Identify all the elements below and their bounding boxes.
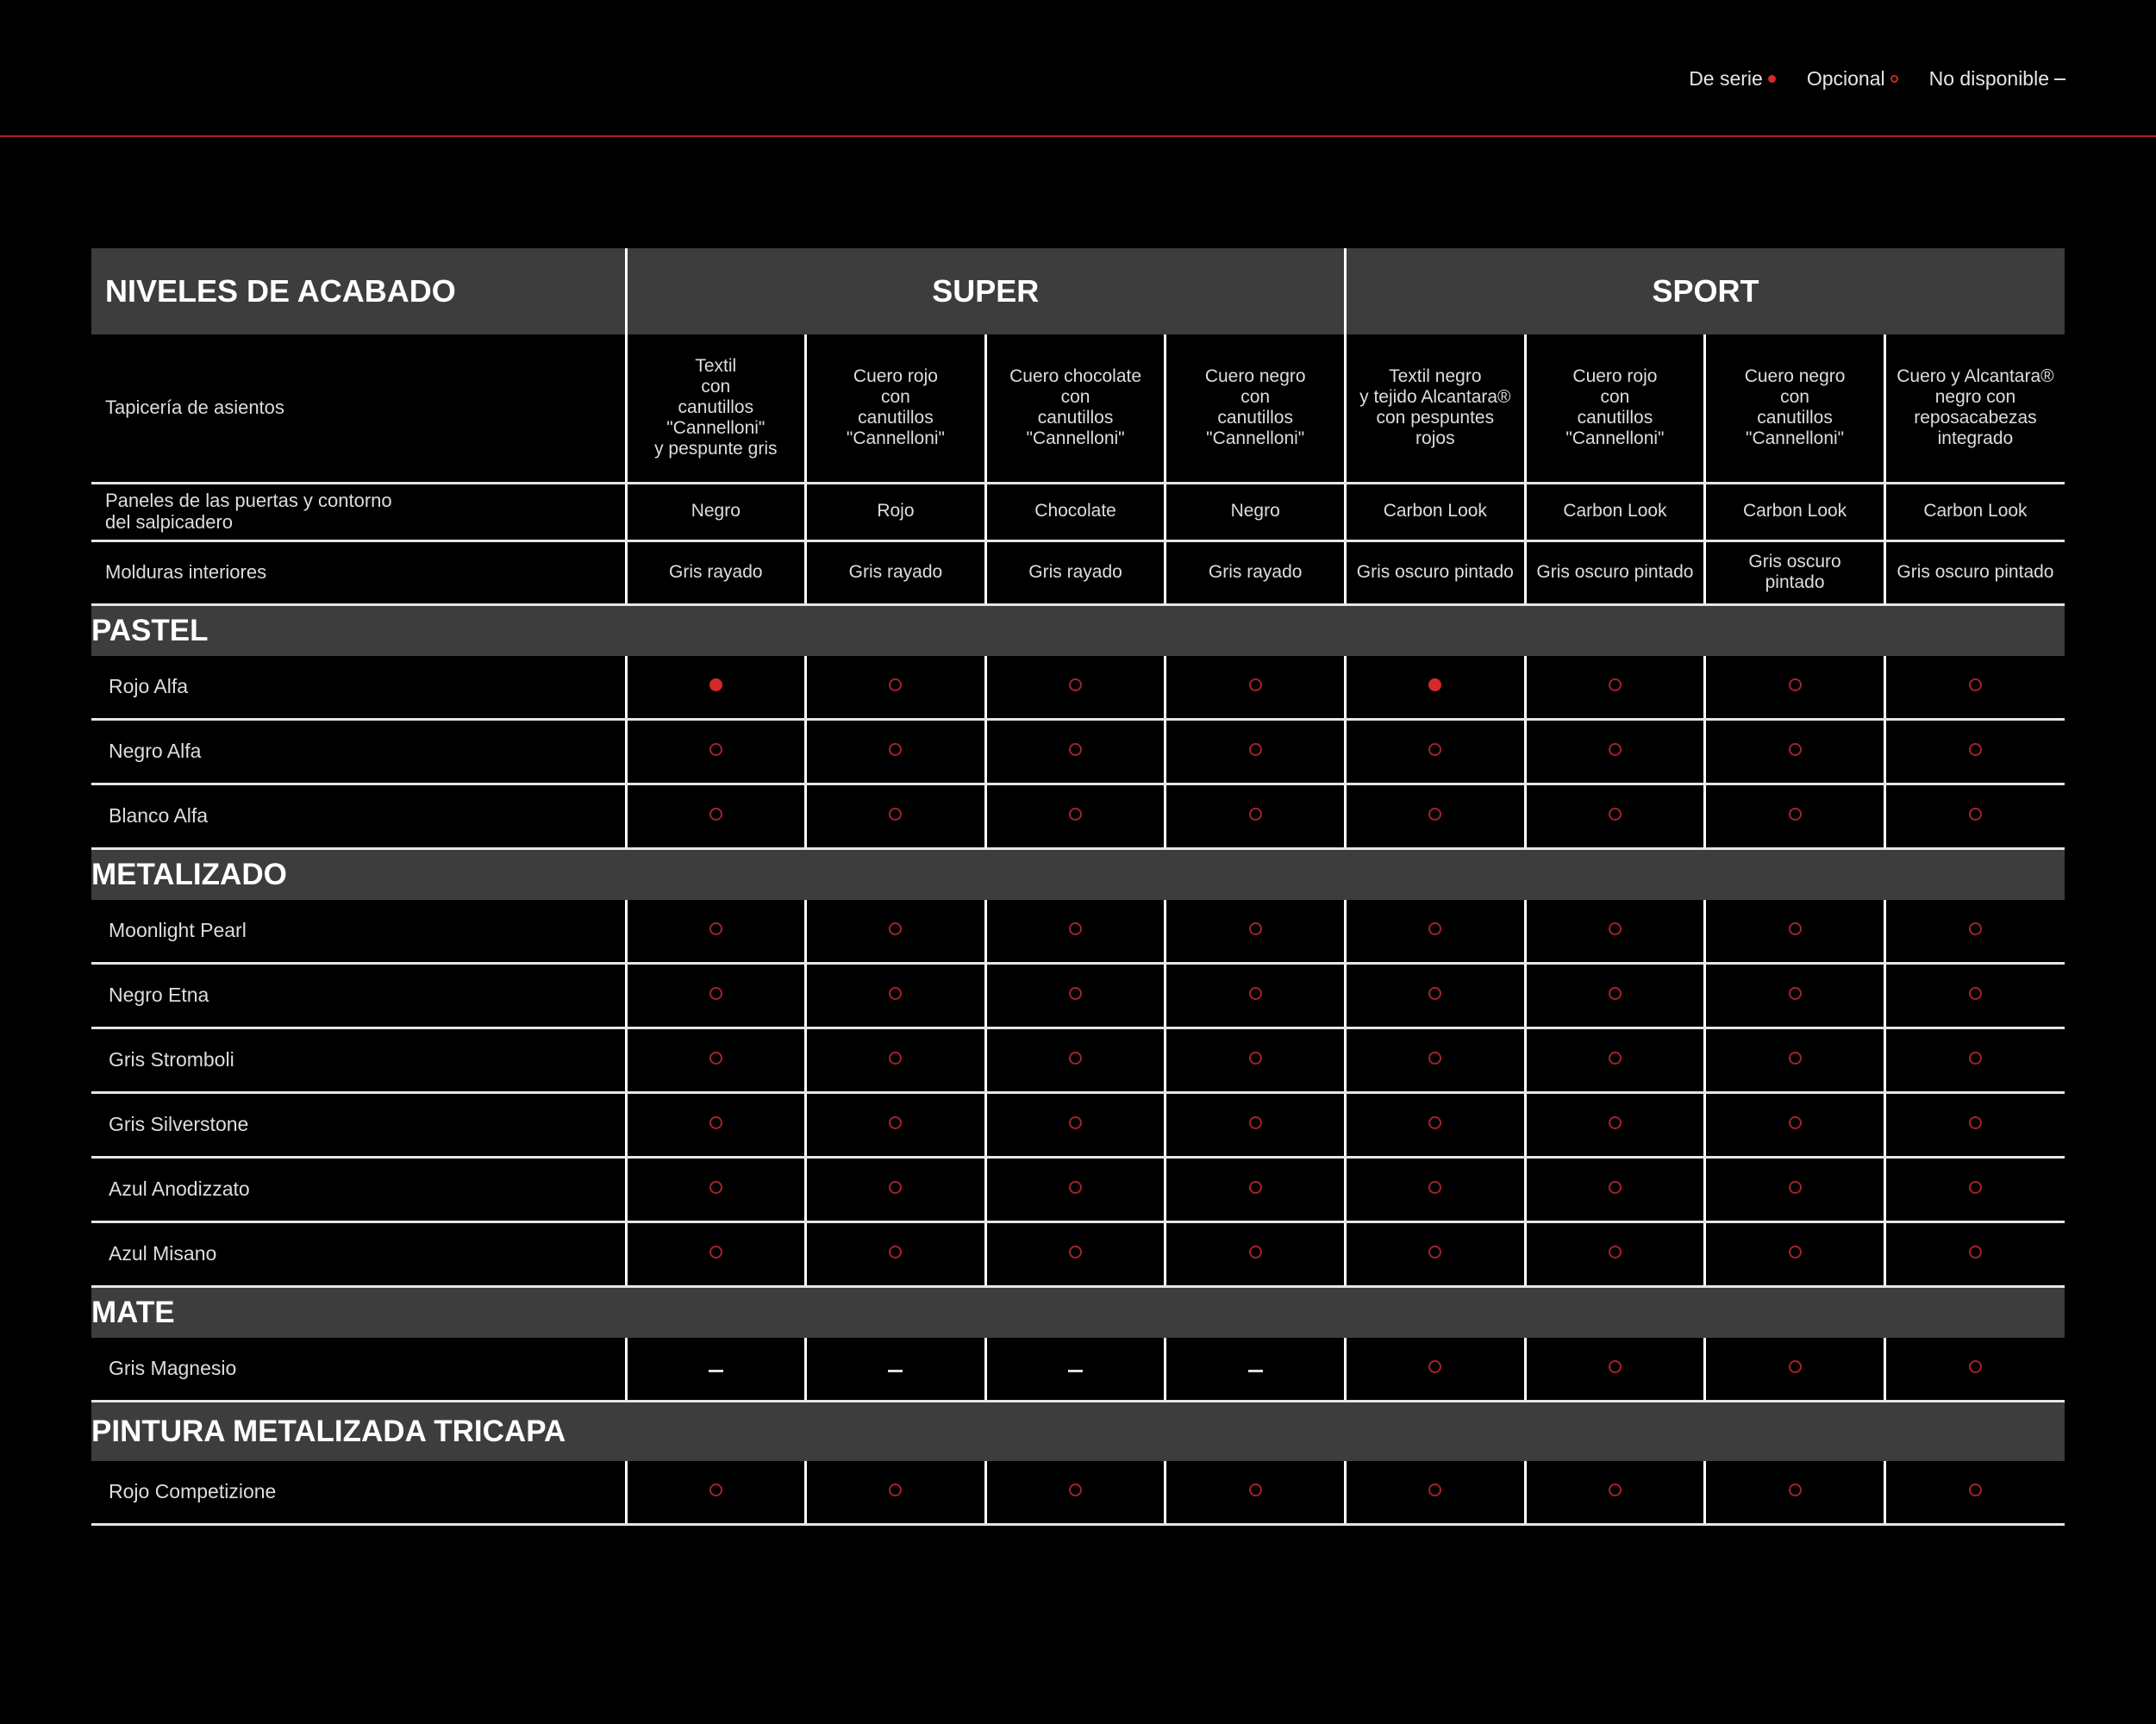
section-title: MATE	[91, 1286, 2065, 1338]
availability-cell	[985, 1028, 1165, 1092]
optional-circle-icon	[1249, 1246, 1262, 1259]
optional-circle-icon	[709, 922, 722, 935]
availability-cell	[626, 784, 806, 848]
optional-circle-icon	[1789, 808, 1802, 821]
availability-cell	[1884, 1157, 2065, 1221]
optional-circle-icon	[1789, 1181, 1802, 1194]
optional-circle-icon	[889, 987, 902, 1000]
optional-circle-icon	[1069, 808, 1082, 821]
availability-cell	[1525, 1092, 1705, 1157]
optional-circle-icon	[1969, 743, 1982, 756]
color-row	[91, 900, 2065, 964]
availability-cell	[1165, 1338, 1346, 1402]
section-header	[91, 1286, 2065, 1338]
trim-group-sport: SPORT	[1346, 248, 2065, 334]
optional-circle-icon	[1428, 1360, 1441, 1373]
optional-circle-icon	[889, 743, 902, 756]
spec-row-label: Paneles de las puertas y contorno del salpicadero	[91, 483, 626, 540]
availability-cell	[806, 1338, 986, 1402]
optional-circle-icon	[1249, 678, 1262, 691]
availability-cell	[626, 1092, 806, 1157]
section-header	[91, 848, 2065, 900]
optional-circle-icon	[1428, 1484, 1441, 1496]
availability-cell	[1525, 1461, 1705, 1525]
spec-cell: Carbon Look	[1346, 483, 1526, 540]
optional-circle-icon	[1609, 1484, 1622, 1496]
optional-circle-icon	[1969, 922, 1982, 935]
standard-dot-icon	[1768, 75, 1776, 83]
spec-cell: Cuero negro con canutillos "Cannelloni"	[1165, 334, 1346, 483]
legend-unavailable-label: No disponible	[1928, 67, 2049, 90]
optional-circle-icon	[1789, 1484, 1802, 1496]
legend-optional-label: Opcional	[1806, 67, 1885, 90]
optional-circle-icon	[1069, 1116, 1082, 1129]
trim-color-table	[91, 248, 2065, 1526]
section-header	[91, 1401, 2065, 1461]
spec-cell: Cuero y Alcantara® negro con reposacabezas integrado	[1884, 334, 2065, 483]
spec-row	[91, 540, 2065, 604]
availability-cell	[1705, 900, 1885, 964]
color-row	[91, 1157, 2065, 1221]
availability-cell	[985, 1092, 1165, 1157]
availability-cell	[626, 656, 806, 720]
color-name: Gris Stromboli	[91, 1028, 626, 1092]
optional-circle-icon	[1428, 987, 1441, 1000]
spec-cell: Cuero chocolate con canutillos "Cannelloni"	[985, 334, 1165, 483]
availability-cell	[806, 900, 986, 964]
availability-cell	[1165, 784, 1346, 848]
optional-circle-icon	[1249, 1116, 1262, 1129]
availability-cell	[1705, 1221, 1885, 1286]
availability-cell	[1525, 719, 1705, 784]
spec-cell: Carbon Look	[1884, 483, 2065, 540]
availability-cell	[1705, 656, 1885, 720]
color-name: Negro Etna	[91, 963, 626, 1028]
availability-cell	[1884, 1221, 2065, 1286]
availability-cell	[626, 1221, 806, 1286]
availability-cell	[1346, 719, 1526, 784]
standard-dot-icon	[1428, 678, 1441, 691]
spec-cell: Gris oscuro pintado	[1346, 540, 1526, 604]
availability-cell	[806, 784, 986, 848]
availability-cell	[806, 1157, 986, 1221]
availability-cell	[1165, 900, 1346, 964]
availability-cell	[1705, 1461, 1885, 1525]
availability-cell	[1346, 1221, 1526, 1286]
spec-row	[91, 483, 2065, 540]
header-divider	[0, 135, 2156, 137]
spec-cell: Cuero rojo con canutillos "Cannelloni"	[1525, 334, 1705, 483]
optional-circle-icon	[1428, 1052, 1441, 1065]
section-header	[91, 604, 2065, 656]
optional-circle-icon	[889, 1484, 902, 1496]
optional-circle-icon	[1789, 1116, 1802, 1129]
optional-circle-icon	[1249, 987, 1262, 1000]
availability-cell	[1165, 719, 1346, 784]
availability-cell	[626, 900, 806, 964]
availability-cell	[1525, 1157, 1705, 1221]
spec-cell: Carbon Look	[1705, 483, 1885, 540]
spec-cell: Textil con canutillos "Cannelloni" y pespunte gris	[626, 334, 806, 483]
spec-row-label: Molduras interiores	[91, 540, 626, 604]
availability-cell	[1165, 1092, 1346, 1157]
color-name: Azul Misano	[91, 1221, 626, 1286]
optional-circle-icon	[889, 922, 902, 935]
spec-cell: Gris oscuro pintado	[1884, 540, 2065, 604]
availability-cell	[1884, 719, 2065, 784]
availability-cell	[806, 963, 986, 1028]
color-row	[91, 1461, 2065, 1525]
availability-cell	[985, 719, 1165, 784]
section-title: PINTURA METALIZADA TRICAPA	[91, 1401, 2065, 1461]
optional-circle-icon	[1609, 678, 1622, 691]
availability-cell	[806, 1028, 986, 1092]
spec-cell: Carbon Look	[1525, 483, 1705, 540]
availability-cell	[1165, 1157, 1346, 1221]
availability-cell	[1705, 1028, 1885, 1092]
section-title: METALIZADO	[91, 848, 2065, 900]
availability-cell	[1705, 1157, 1885, 1221]
availability-cell	[626, 1028, 806, 1092]
spec-cell: Negro	[626, 483, 806, 540]
optional-circle-icon	[1069, 1484, 1082, 1496]
optional-circle-icon	[1789, 1360, 1802, 1373]
availability-cell	[1705, 963, 1885, 1028]
optional-circle-icon	[1428, 743, 1441, 756]
availability-cell	[985, 656, 1165, 720]
availability-cell	[1884, 656, 2065, 720]
optional-circle-icon	[1609, 1052, 1622, 1065]
optional-circle-icon	[1069, 987, 1082, 1000]
availability-cell	[985, 1338, 1165, 1402]
optional-circle-icon	[1969, 1246, 1982, 1259]
optional-circle-icon	[709, 1246, 722, 1259]
optional-circle-icon	[709, 1484, 722, 1496]
optional-circle-icon	[1609, 987, 1622, 1000]
spec-cell: Chocolate	[985, 483, 1165, 540]
availability-cell	[806, 719, 986, 784]
availability-cell	[1165, 1028, 1346, 1092]
spec-cell: Gris rayado	[1165, 540, 1346, 604]
optional-circle-icon	[1249, 808, 1262, 821]
optional-circle-icon	[1069, 1246, 1082, 1259]
optional-circle-icon	[1609, 1116, 1622, 1129]
optional-circle-icon	[889, 1052, 902, 1065]
optional-circle-icon	[1428, 808, 1441, 821]
color-row	[91, 963, 2065, 1028]
optional-circle-icon	[889, 678, 902, 691]
availability-cell	[626, 963, 806, 1028]
spec-cell: Cuero rojo con canutillos "Cannelloni"	[806, 334, 986, 483]
availability-cell	[1346, 1338, 1526, 1402]
legend-standard-label: De serie	[1689, 67, 1763, 90]
availability-cell	[1884, 900, 2065, 964]
availability-cell	[1884, 1338, 2065, 1402]
optional-circle-icon	[1609, 922, 1622, 935]
availability-cell	[1165, 656, 1346, 720]
spec-row	[91, 334, 2065, 483]
availability-cell	[985, 784, 1165, 848]
standard-dot-icon	[709, 678, 722, 691]
availability-cell	[1884, 1461, 2065, 1525]
availability-cell	[1884, 1028, 2065, 1092]
color-name: Gris Magnesio	[91, 1338, 626, 1402]
optional-circle-icon	[709, 1116, 722, 1129]
optional-circle-icon	[1609, 743, 1622, 756]
optional-circle-icon	[709, 1181, 722, 1194]
availability-cell	[1346, 900, 1526, 964]
optional-circle-icon	[1789, 922, 1802, 935]
spec-cell: Gris rayado	[626, 540, 806, 604]
availability-cell	[806, 1461, 986, 1525]
availability-cell	[1346, 1461, 1526, 1525]
availability-cell	[1346, 963, 1526, 1028]
color-row	[91, 784, 2065, 848]
spec-cell: Gris oscuro pintado	[1705, 540, 1885, 604]
availability-cell	[1165, 1221, 1346, 1286]
optional-circle-icon	[709, 1052, 722, 1065]
spec-cell: Gris rayado	[806, 540, 986, 604]
availability-cell	[1525, 1338, 1705, 1402]
availability-cell	[1884, 784, 2065, 848]
table-header-row	[91, 248, 2065, 334]
availability-cell	[1346, 1028, 1526, 1092]
unavailable-dash-icon	[2054, 78, 2065, 80]
availability-cell	[1884, 963, 2065, 1028]
legend-optional	[1807, 67, 1898, 91]
availability-cell	[1705, 784, 1885, 848]
spec-cell: Rojo	[806, 483, 986, 540]
optional-circle-icon	[889, 1246, 902, 1259]
optional-circle-icon	[1428, 922, 1441, 935]
spec-cell: Cuero negro con canutillos "Cannelloni"	[1705, 334, 1885, 483]
spec-cell: Negro	[1165, 483, 1346, 540]
availability-cell	[1525, 963, 1705, 1028]
spec-cell: Gris oscuro pintado	[1525, 540, 1705, 604]
optional-circle-icon	[1969, 987, 1982, 1000]
availability-cell	[1705, 1092, 1885, 1157]
availability-cell	[806, 1221, 986, 1286]
availability-cell	[1705, 1338, 1885, 1402]
availability-cell	[626, 719, 806, 784]
optional-circle-icon	[1249, 1052, 1262, 1065]
optional-circle-icon	[1789, 743, 1802, 756]
availability-cell	[985, 1461, 1165, 1525]
trim-group-super: SUPER	[626, 248, 1346, 334]
optional-circle-icon	[1969, 1052, 1982, 1065]
optional-circle-icon	[1428, 1116, 1441, 1129]
legend-unavailable	[1929, 67, 2065, 91]
availability-cell	[1884, 1092, 2065, 1157]
optional-circle-icon	[889, 1116, 902, 1129]
optional-circle-icon	[709, 808, 722, 821]
availability-cell	[985, 900, 1165, 964]
availability-cell	[1165, 1461, 1346, 1525]
optional-circle-icon	[1609, 1246, 1622, 1259]
table-title: NIVELES DE ACABADO	[91, 248, 626, 334]
optional-circle-icon	[1249, 1181, 1262, 1194]
availability-cell	[1525, 1028, 1705, 1092]
unavailable-dash-icon	[888, 1370, 903, 1372]
availability-cell	[1525, 1221, 1705, 1286]
optional-circle-icon	[1428, 1246, 1441, 1259]
unavailable-dash-icon	[1068, 1370, 1083, 1372]
optional-circle-icon	[1969, 1484, 1982, 1496]
optional-circle-icon	[889, 1181, 902, 1194]
optional-circle-icon	[889, 808, 902, 821]
optional-circle-icon	[1069, 1052, 1082, 1065]
availability-cell	[626, 1461, 806, 1525]
optional-circle-icon	[1069, 743, 1082, 756]
unavailable-dash-icon	[1248, 1370, 1263, 1372]
optional-circle-icon	[1890, 75, 1898, 83]
optional-circle-icon	[1969, 678, 1982, 691]
color-row	[91, 1092, 2065, 1157]
optional-circle-icon	[709, 987, 722, 1000]
legend-standard	[1689, 67, 1776, 91]
availability-cell	[1705, 719, 1885, 784]
color-name: Azul Anodizzato	[91, 1157, 626, 1221]
color-row	[91, 1338, 2065, 1402]
optional-circle-icon	[1428, 1181, 1441, 1194]
optional-circle-icon	[1609, 1360, 1622, 1373]
color-row	[91, 719, 2065, 784]
availability-cell	[985, 1221, 1165, 1286]
section-title: PASTEL	[91, 604, 2065, 656]
optional-circle-icon	[1069, 922, 1082, 935]
optional-circle-icon	[1789, 987, 1802, 1000]
availability-cell	[1525, 900, 1705, 964]
optional-circle-icon	[1969, 808, 1982, 821]
optional-circle-icon	[1969, 1181, 1982, 1194]
availability-cell	[806, 656, 986, 720]
optional-circle-icon	[1069, 1181, 1082, 1194]
availability-cell	[626, 1157, 806, 1221]
color-name: Moonlight Pearl	[91, 900, 626, 964]
availability-cell	[1525, 656, 1705, 720]
color-name: Blanco Alfa	[91, 784, 626, 848]
availability-cell	[985, 963, 1165, 1028]
optional-circle-icon	[1249, 743, 1262, 756]
availability-cell	[1346, 784, 1526, 848]
availability-cell	[1525, 784, 1705, 848]
legend	[1689, 67, 2065, 91]
availability-cell	[806, 1092, 986, 1157]
optional-circle-icon	[1609, 808, 1622, 821]
color-name: Negro Alfa	[91, 719, 626, 784]
availability-cell	[626, 1338, 806, 1402]
availability-cell	[1346, 1157, 1526, 1221]
color-row	[91, 656, 2065, 720]
optional-circle-icon	[1069, 678, 1082, 691]
availability-cell	[1346, 1092, 1526, 1157]
spec-row-label: Tapicería de asientos	[91, 334, 626, 483]
color-name: Gris Silverstone	[91, 1092, 626, 1157]
color-name: Rojo Competizione	[91, 1461, 626, 1525]
unavailable-dash-icon	[709, 1370, 723, 1372]
color-row	[91, 1028, 2065, 1092]
optional-circle-icon	[1789, 1052, 1802, 1065]
optional-circle-icon	[1969, 1116, 1982, 1129]
optional-circle-icon	[1969, 1360, 1982, 1373]
optional-circle-icon	[1249, 922, 1262, 935]
spec-cell: Gris rayado	[985, 540, 1165, 604]
optional-circle-icon	[709, 743, 722, 756]
spec-cell: Textil negro y tejido Alcantara® con pespuntes rojos	[1346, 334, 1526, 483]
optional-circle-icon	[1789, 678, 1802, 691]
optional-circle-icon	[1789, 1246, 1802, 1259]
availability-cell	[1346, 656, 1526, 720]
color-row	[91, 1221, 2065, 1286]
optional-circle-icon	[1249, 1484, 1262, 1496]
availability-cell	[1165, 963, 1346, 1028]
optional-circle-icon	[1609, 1181, 1622, 1194]
availability-cell	[985, 1157, 1165, 1221]
color-name: Rojo Alfa	[91, 656, 626, 720]
